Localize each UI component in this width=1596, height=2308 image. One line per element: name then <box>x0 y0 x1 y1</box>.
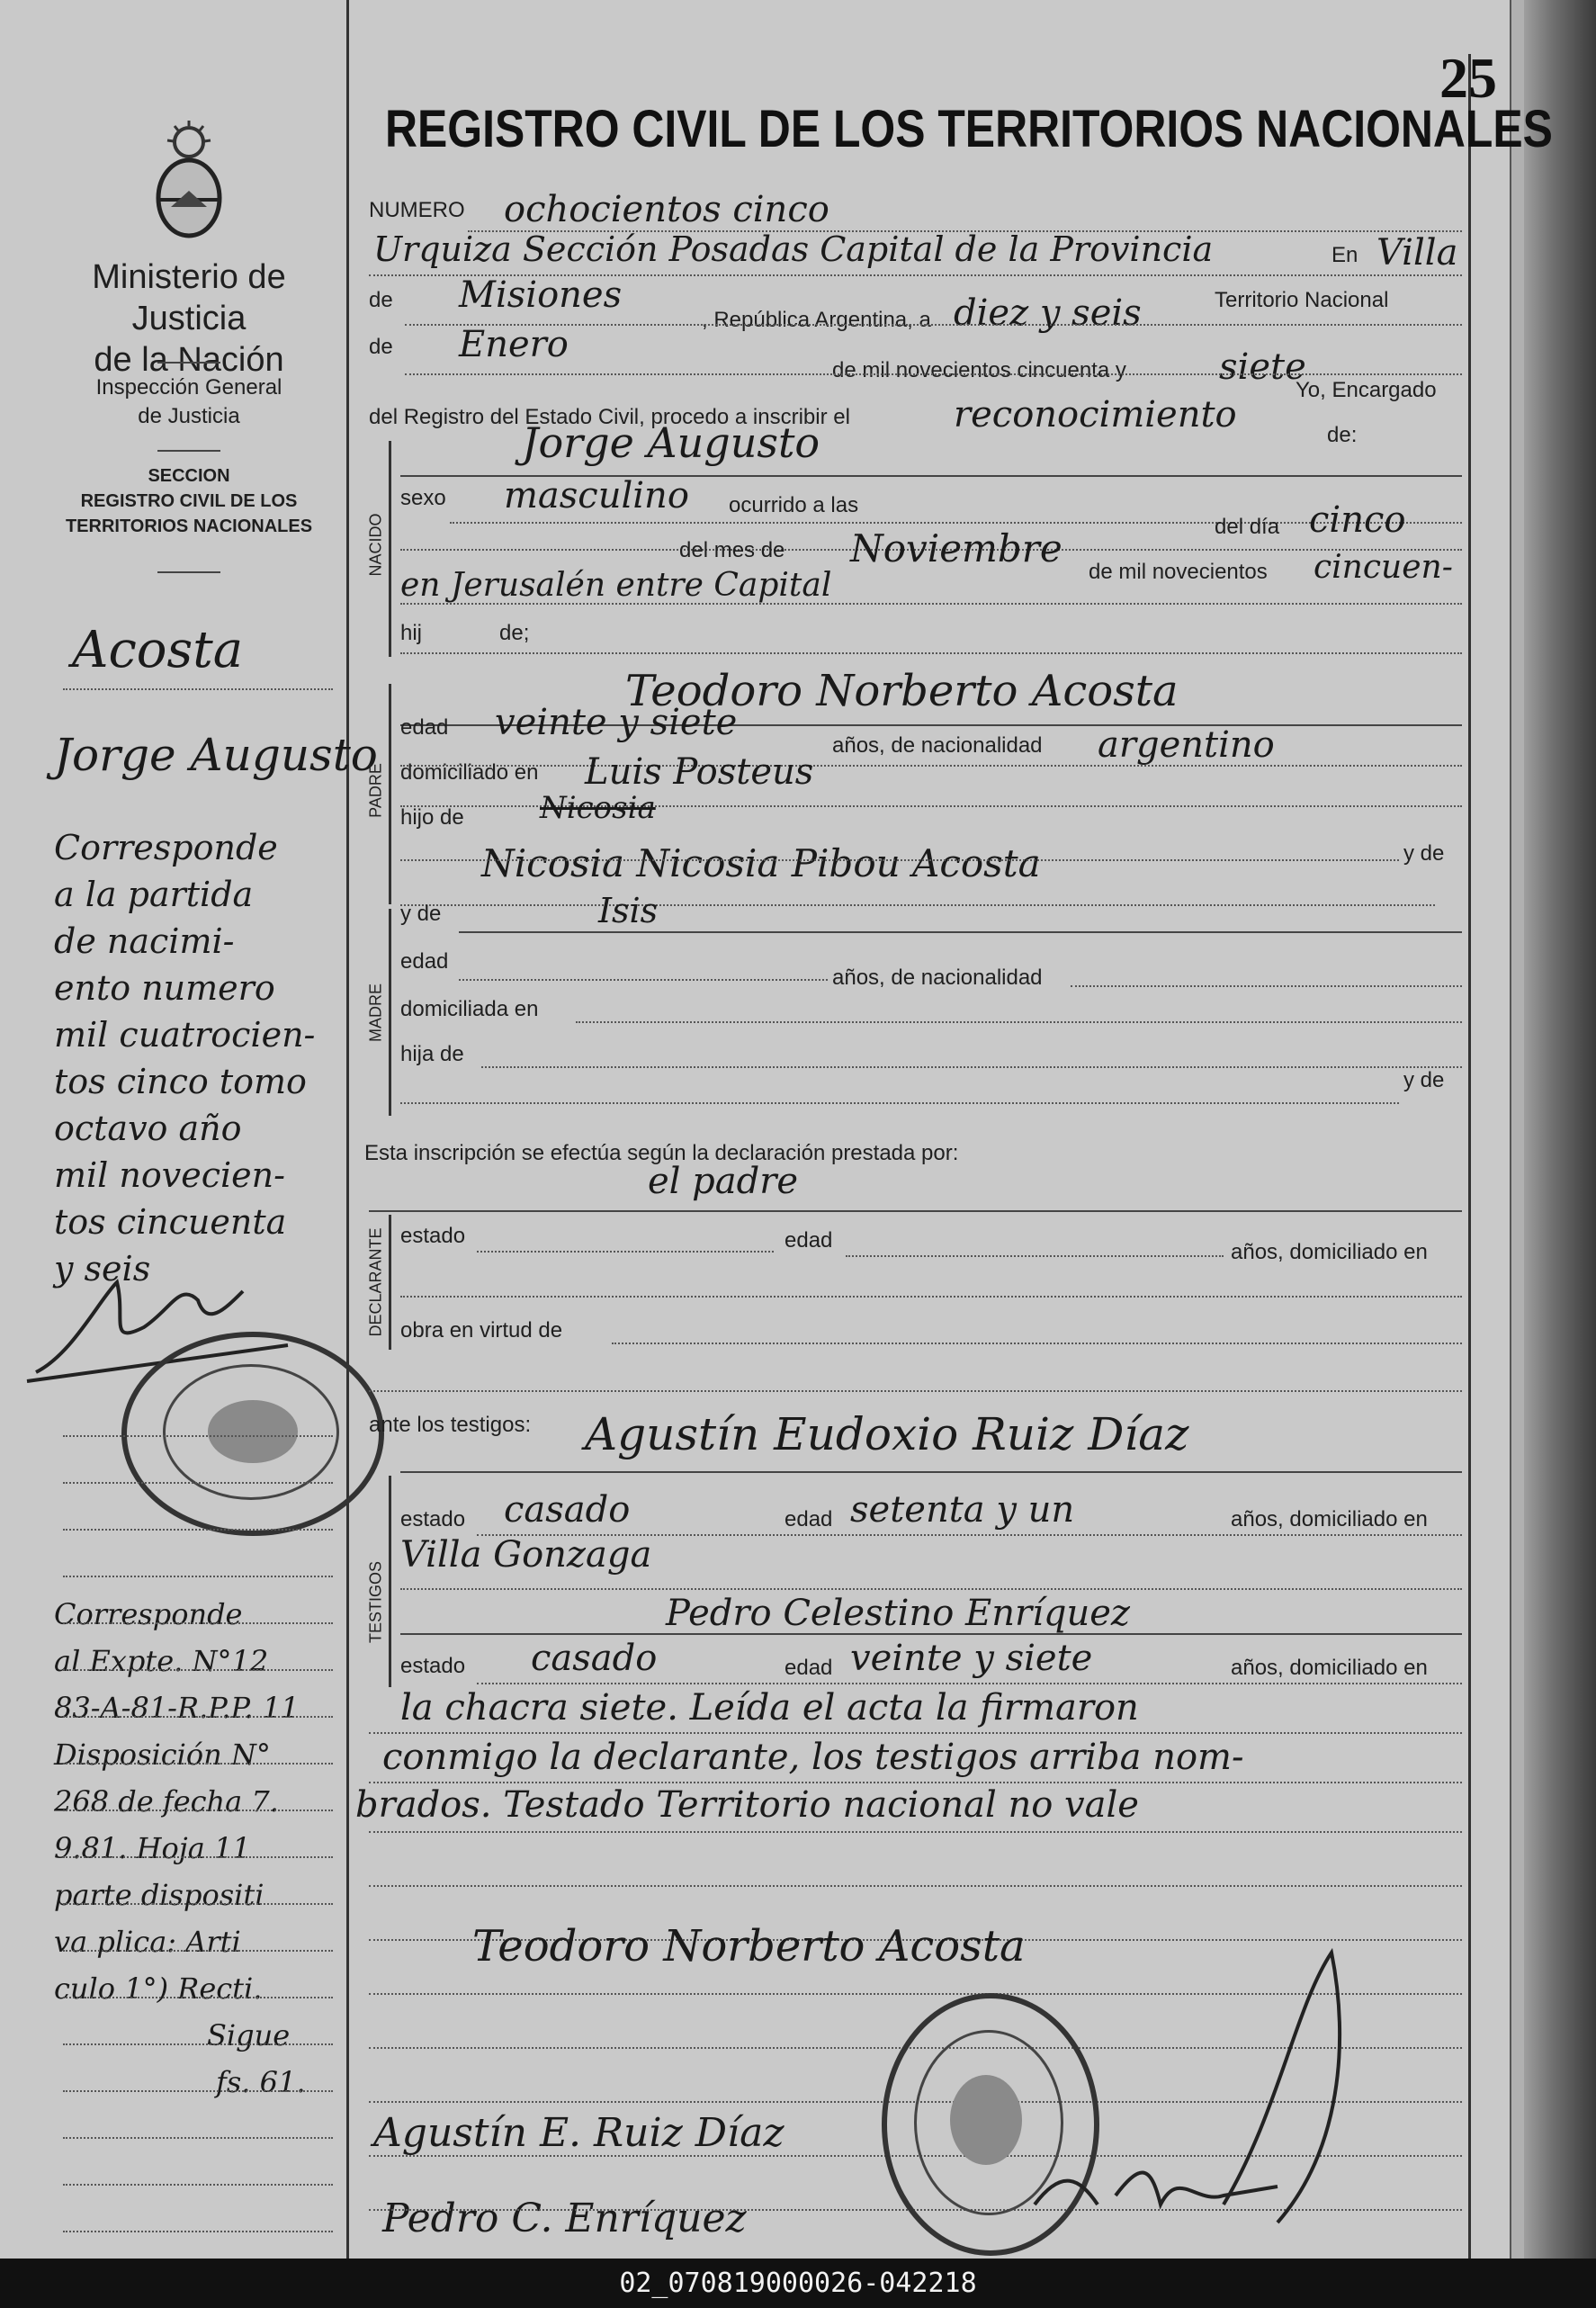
margin-note-2-line: Sigue <box>207 2018 291 2052</box>
dotline-28 <box>369 1831 1462 1833</box>
margin-note-2-line: fs. 61. <box>216 2065 306 2099</box>
sexo-label: sexo <box>400 486 446 510</box>
margin-dotline <box>63 2043 333 2045</box>
testigo2-estado: casado <box>531 1638 658 1679</box>
registro-label: del Registro del Estado Civil, procedo a inscribir el <box>369 405 850 429</box>
margin-dotline <box>63 1903 333 1905</box>
testigos-side-label: TESTIGOS <box>366 1561 385 1644</box>
testigo1-edad-label: edad <box>785 1507 833 1531</box>
dotline-12 <box>400 904 1435 906</box>
margin-dotline <box>63 2137 333 2139</box>
place-line2: Urquiza Sección Posadas Capital de la Provincia <box>373 229 1214 269</box>
inspection-line2: de Justicia <box>138 404 240 428</box>
numero-value: ochocientos cinco <box>504 189 829 230</box>
nacido-bracket <box>389 441 391 657</box>
signature-padre: Teodoro Norberto Acosta <box>472 1921 1026 1971</box>
margin-note-line: mil novecien- <box>54 1155 285 1195</box>
page-number: 25 <box>1439 46 1497 110</box>
signature-testigo1: Agustín E. Ruiz Díaz <box>373 2110 785 2156</box>
right-border <box>1468 54 1471 2259</box>
day-value: diez y seis <box>954 292 1142 334</box>
del-mes-label: del mes de <box>679 538 785 562</box>
dotline-14 <box>1071 985 1462 987</box>
closing-line2: conmigo la declarante, los testigos arriba nom- <box>382 1737 1244 1778</box>
y-de2-label: y de <box>1403 1068 1445 1092</box>
y-de-value: Isis <box>598 891 659 930</box>
place-value: Villa <box>1376 232 1458 274</box>
testigo1-edad: setenta y un <box>850 1489 1075 1531</box>
declarante-estado-label: estado <box>400 1224 466 1248</box>
margin-note-line: de nacimi- <box>54 921 235 961</box>
signature-testigo2: Pedro C. Enríquez <box>382 2196 747 2241</box>
ministry-rule <box>157 362 220 364</box>
madre-anios-label: años, de nacionalidad <box>832 965 1043 990</box>
margin-note-2-line: Disposición N° <box>54 1738 271 1772</box>
de-label-2: de <box>369 335 393 359</box>
declarante-side-label: DECLARANTE <box>366 1227 385 1337</box>
testigo2-dom-label: años, domiciliado en <box>1231 1656 1428 1680</box>
republica-label: , República Argentina, a <box>702 308 931 332</box>
testigos-label: ante los testigos: <box>369 1413 532 1437</box>
margin-note-2-line: 9.81. Hoja 11 <box>54 1831 251 1865</box>
registry-stamp-margin <box>121 1332 384 1536</box>
encargado-label: Yo, Encargado <box>1296 378 1437 402</box>
declarante-bracket <box>389 1215 391 1350</box>
margin-note-line: tos cinco tomo <box>54 1062 307 1101</box>
margin-dotline <box>63 1622 333 1624</box>
margin-dotline <box>63 1763 333 1765</box>
padre-dom-value: Luis Posteus <box>585 751 814 793</box>
padre-name: Teodoro Norberto Acosta <box>625 666 1179 716</box>
page-gutter <box>1510 0 1524 2259</box>
domiciliado-label: domiciliado en <box>400 760 539 785</box>
territory-value: Misiones <box>459 274 623 316</box>
y-de-madre-label: y de <box>400 902 442 926</box>
month-value: Enero <box>459 324 569 365</box>
section-label: SECCION <box>148 466 230 486</box>
declaracion-label: Esta inscripción se efectúa según la declaración prestada por: <box>364 1141 959 1165</box>
margin-dotline <box>63 1669 333 1671</box>
territorio-label: Territorio Nacional <box>1215 288 1389 312</box>
dotline-22 <box>369 1390 1462 1392</box>
registry-line1: REGISTRO CIVIL DE LOS <box>80 491 298 511</box>
dotline-19 <box>846 1255 1224 1257</box>
margin-dotline <box>63 1856 333 1858</box>
child-name: Jorge Augusto <box>522 418 820 467</box>
testigo1-estado-label: estado <box>400 1507 466 1531</box>
testigos-bracket <box>389 1476 391 1687</box>
ocurrido-label: ocurrido a las <box>729 493 859 517</box>
margin-dotline <box>63 1716 333 1718</box>
sexo-value: masculino <box>504 475 689 516</box>
footer-id: 02_070819000026-042218 <box>0 2259 1596 2308</box>
inspection-heading <box>36 373 342 431</box>
padre-edad-label: edad <box>400 715 449 740</box>
padre-nac-label: años, de nacionalidad <box>832 733 1043 758</box>
margin-note-2-line: 83-A-81-R.P.P. 11 <box>54 1691 300 1725</box>
padre-edad-value: veinte y siete <box>495 702 738 743</box>
margin-note-line: ento numero <box>54 968 275 1008</box>
ministry-line1: Ministerio de Justicia <box>92 258 286 337</box>
margin-note-2-line: al Expte. N°12 <box>54 1644 269 1678</box>
dotline-20 <box>400 1296 1462 1298</box>
closing-line3: brados. Testado Territorio nacional no vale <box>355 1784 1139 1826</box>
testigo2-estado-label: estado <box>400 1654 466 1678</box>
testigo1-dom: Villa Gonzaga <box>400 1534 652 1576</box>
y-de-label: y de <box>1403 841 1445 866</box>
declarante-edad-label: edad <box>785 1228 833 1253</box>
margin-dotline <box>63 1810 333 1811</box>
margin-dotline <box>63 1950 333 1952</box>
madre-bracket <box>389 909 391 1116</box>
de-label-1: de <box>369 288 393 312</box>
registry-line2: TERRITORIOS NACIONALES <box>65 516 313 536</box>
closing-line1: la chacra siete. Leída el acta la firmaron <box>400 1687 1139 1729</box>
book-edge <box>1524 0 1596 2259</box>
dia-value: cinco <box>1309 499 1406 541</box>
margin-divider <box>346 0 349 2259</box>
margin-note-line: octavo año <box>54 1109 242 1148</box>
margin-dotline <box>63 2231 333 2232</box>
hijo-de-struck: Nicosia <box>540 790 656 826</box>
dotline-26 <box>369 1732 1462 1734</box>
inspection-line1: Inspección General <box>95 375 282 400</box>
testigo2-edad-label: edad <box>785 1656 833 1680</box>
madre-label: MADRE <box>366 983 385 1043</box>
acto-value: reconocimiento <box>954 394 1237 436</box>
ministry-line2: de la Nación <box>94 341 284 379</box>
hijo-label: hij <box>400 621 423 645</box>
del-dia-label: del día <box>1215 515 1280 539</box>
margin-dotline <box>63 1576 333 1577</box>
margin-note-2-line: va plica: Arti <box>54 1925 241 1959</box>
hijo-de-label: hijo de <box>400 805 464 830</box>
padre-label: PADRE <box>366 763 385 818</box>
margin-note-2-line: 268 de fecha 7. <box>54 1784 279 1819</box>
margin-given-name: Jorge Augusto <box>54 729 378 781</box>
line-testigo1 <box>400 1471 1462 1473</box>
margin-note-2-line: parte dispositi <box>54 1878 265 1912</box>
line-declarante <box>369 1210 1462 1212</box>
dotline-16 <box>481 1066 1462 1068</box>
numero-label: NUMERO <box>369 198 465 222</box>
section-heading <box>36 463 342 539</box>
dotline-18 <box>477 1251 774 1253</box>
dotline-25 <box>477 1683 1462 1684</box>
lugar-value: en Jerusalén entre Capital <box>400 567 832 604</box>
dotline-24 <box>400 1588 1462 1590</box>
margin-dotline <box>63 1482 333 1484</box>
en-label: En <box>1331 243 1358 267</box>
padre-bracket <box>389 684 391 904</box>
madre-edad-label: edad <box>400 949 449 974</box>
margin-note-line: mil cuatrocien- <box>54 1015 316 1055</box>
margin-dotline <box>63 2090 333 2092</box>
mes-value: Noviembre <box>850 526 1063 570</box>
margin-note-line: tos cincuenta <box>54 1202 287 1242</box>
margin-note-line: a la partida <box>54 875 254 914</box>
document-title: REGISTRO CIVIL DE LOS TERRITORIOS NACIONALES <box>385 100 1553 158</box>
margin-note-line: y seis <box>54 1249 151 1289</box>
coat-of-arms-icon <box>144 117 234 243</box>
abuelos-value: Nicosia Nicosia Pibou Acosta <box>481 841 1041 885</box>
dotline-21 <box>612 1343 1462 1344</box>
year-value: siete <box>1219 346 1306 388</box>
domiciliada-label: domiciliada en <box>400 997 539 1021</box>
official-signature <box>1008 1935 1385 2241</box>
obra-label: obra en virtud de <box>400 1318 563 1343</box>
year-label: de mil novecientos cincuenta y <box>832 358 1126 382</box>
declarante-value: el padre <box>648 1161 799 1202</box>
dotline-13 <box>459 979 828 981</box>
inspection-rule <box>157 450 220 452</box>
testigo2-name: Pedro Celestino Enríquez <box>666 1593 1130 1634</box>
margin-note-line: Corresponde <box>54 828 278 867</box>
margin-surname: Acosta <box>72 621 244 679</box>
hijo-suffix: de; <box>499 621 530 645</box>
testigo1-dom-label: años, domiciliado en <box>1231 1507 1428 1531</box>
padre-nac-value: argentino <box>1098 724 1275 766</box>
dotline-8 <box>400 652 1462 654</box>
testigo2-edad: veinte y siete <box>850 1638 1093 1679</box>
margin-note-2-line: culo 1°) Recti. <box>54 1971 263 2006</box>
line-testigo2 <box>400 1633 1462 1635</box>
declarante-dom-label: años, domiciliado en <box>1231 1240 1428 1264</box>
nacido-label: NACIDO <box>366 513 385 577</box>
margin-dotline <box>63 1435 333 1437</box>
section-rule <box>157 571 220 573</box>
margin-note-2-line: Corresponde <box>54 1597 243 1631</box>
dotline-17 <box>400 1102 1399 1104</box>
hija-de-label: hija de <box>400 1042 464 1066</box>
line-madre <box>459 931 1462 933</box>
dotline-11 <box>400 859 1399 861</box>
margin-dotline <box>63 688 333 690</box>
dotline-4 <box>405 373 1462 375</box>
margin-dotline <box>63 1997 333 1998</box>
anio-value: cincuen- <box>1314 549 1453 586</box>
margin-dotline <box>63 1529 333 1531</box>
dotline-15 <box>576 1021 1462 1023</box>
dotline-7 <box>400 603 1462 605</box>
de-colon: de: <box>1327 423 1358 447</box>
dotline-27 <box>369 1782 1462 1783</box>
testigo1-name: Agustín Eudoxio Ruiz Díaz <box>585 1408 1189 1460</box>
margin-dotline <box>63 2184 333 2186</box>
anio-label: de mil novecientos <box>1089 560 1268 584</box>
dotline-29 <box>369 1885 1462 1887</box>
testigo1-estado: casado <box>504 1489 631 1531</box>
dotline-9 <box>400 765 1462 767</box>
